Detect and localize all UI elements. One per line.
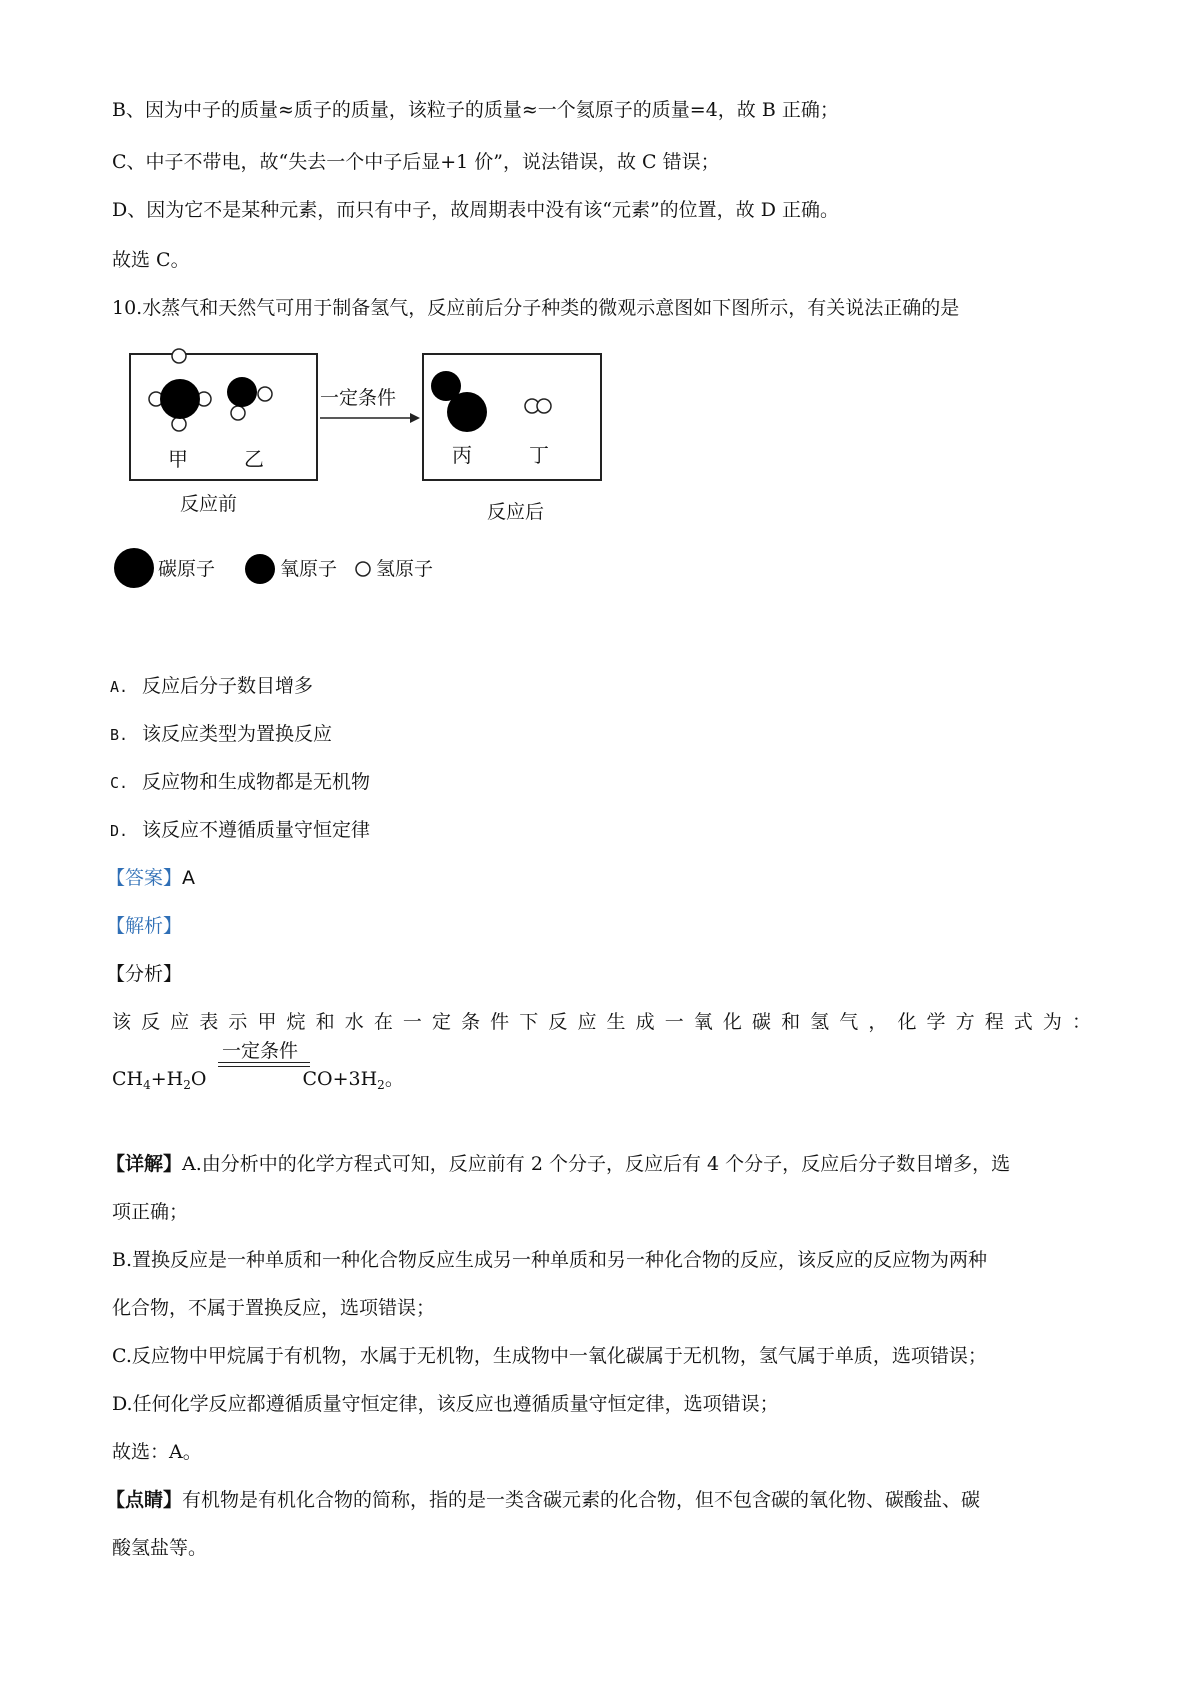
option-text: 该反应类型为置换反应 [142, 723, 333, 745]
arrow-head-icon [410, 413, 420, 423]
question-10: 10.水蒸气和天然气可用于制备氢气，反应前后分子种类的微观示意图如下图所示，有关说法正确的是 [112, 297, 960, 319]
after-label: 反应后 [487, 501, 545, 523]
carbon-atom-icon [447, 392, 487, 432]
formula-sub-2b: 2 [377, 1078, 385, 1092]
dianjing-line1 [106, 1488, 980, 1512]
hydrogen-atom-icon [231, 406, 245, 420]
detail-a-line2: 项正确； [112, 1201, 189, 1223]
detail-c: C.反应物中甲烷属于有机物，水属于无机物，生成物中一氧化碳属于无机物，氢气属于单质，选项错误； [112, 1345, 987, 1367]
formula-sub-2: 2 [183, 1078, 191, 1092]
legend-oxygen-label: 氧原子 [280, 558, 338, 580]
text-line-d: D、因为它不是某种元素，而只有中子，故周期表中没有该“元素”的位置，故 D 正确。 [112, 199, 839, 221]
hydrogen-atom-icon [172, 417, 186, 431]
detail-b-line1: B.置换反应是一种单质和一种化合物反应生成另一种单质和另一种化合物的反应，该反应的反应物为两种 [112, 1249, 988, 1271]
legend-hydrogen-icon [356, 562, 370, 576]
dianjing-line2: 酸氢盐等。 [112, 1537, 208, 1559]
detail-d: D.任何化学反应都遵循质量守恒定律，该反应也遵循质量守恒定律，选项错误； [112, 1393, 779, 1415]
formula-sub-4: 4 [143, 1078, 151, 1092]
hydrogen-atom-icon [172, 349, 186, 363]
text-choose-prev: 故选 C。 [112, 249, 190, 271]
oxygen-atom-icon [227, 377, 257, 407]
text-line-c: C、中子不带电，故“失去一个中子后显+1 价”，说法错误，故 C 错误； [112, 151, 720, 173]
formula-end: 。 [384, 1068, 404, 1090]
legend-carbon-label: 碳原子 [158, 558, 216, 580]
equation-condition: 一定条件 [222, 1040, 299, 1062]
fenxi-tag: 【分析】 [106, 963, 183, 985]
answer-line [106, 866, 195, 890]
jiexi-tag: 【解析】 [106, 915, 183, 937]
formula-co-3h: CO+3H [302, 1068, 378, 1090]
carbon-atom-icon [160, 379, 200, 419]
option-a [110, 674, 313, 699]
label-jia: 甲 [168, 447, 188, 471]
analysis-text: 该反应表示甲烷和水在一定条件下反应生成一氧化碳和氢气，化学方程式为： [112, 1011, 1097, 1033]
detail-b-line2: 化合物，不属于置换反应，选项错误； [112, 1297, 436, 1319]
reaction-diagram [112, 340, 672, 610]
option-text: 反应后分子数目增多 [142, 675, 314, 697]
formula-o: O [190, 1068, 207, 1090]
equation-formula [112, 1064, 404, 1092]
legend-oxygen-icon [245, 554, 275, 584]
hydrogen-atom-icon [537, 399, 551, 413]
detail-a-line1 [106, 1152, 1010, 1176]
before-label: 反应前 [180, 493, 238, 515]
formula-ch: CH [112, 1068, 144, 1090]
option-c [110, 770, 370, 795]
answer-value: A [182, 867, 196, 889]
answer-tag: 【答案】 [106, 867, 183, 889]
before-box [130, 354, 317, 480]
option-d [110, 818, 370, 843]
legend-carbon-icon [114, 548, 154, 588]
detail-choose: 故选：A。 [112, 1441, 202, 1463]
detail-tag: 【详解】 [106, 1153, 183, 1175]
dianjing-l1: 有机物是有机化合物的简称，指的是一类含碳元素的化合物，但不包含碳的氧化物、碳酸盐、碳 [182, 1489, 981, 1511]
label-ding: 丁 [529, 443, 549, 467]
detail-a1: A.由分析中的化学方程式可知，反应前有 2 个分子，反应后有 4 个分子，反应后分子数目增多，选 [182, 1153, 1011, 1175]
option-letter: C. [110, 774, 129, 792]
option-letter: D. [110, 822, 129, 840]
option-letter: B. [110, 726, 129, 744]
legend-hydrogen-label: 氢原子 [376, 558, 434, 580]
label-bing: 丙 [452, 443, 472, 467]
option-letter: A. [110, 678, 129, 696]
chemical-equation [112, 1036, 472, 1092]
option-text: 反应物和生成物都是无机物 [142, 771, 371, 793]
hydrogen-atom-icon [258, 387, 272, 401]
label-yi: 乙 [244, 447, 264, 471]
option-text: 该反应不遵循质量守恒定律 [142, 819, 371, 841]
option-b [110, 722, 332, 747]
dianjing-tag: 【点睛】 [106, 1489, 183, 1511]
arrow-condition-label: 一定条件 [320, 387, 397, 409]
formula-plus-h: +H [150, 1068, 184, 1090]
text-line-b: B、因为中子的质量≈质子的质量，该粒子的质量≈一个氦原子的质量=4，故 B 正确； [112, 99, 839, 121]
